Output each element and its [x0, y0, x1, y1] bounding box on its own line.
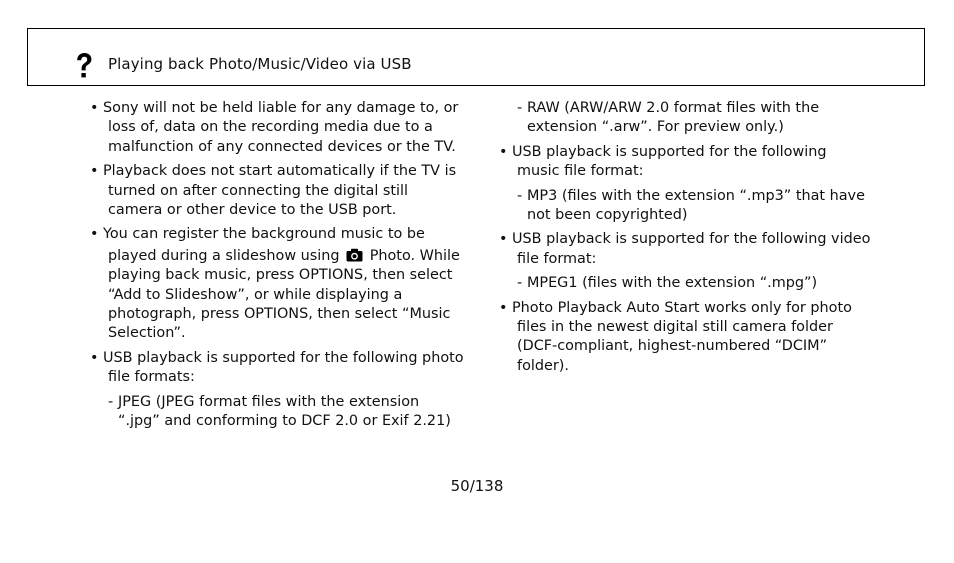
text-line: Selection”.	[108, 325, 186, 342]
bullet-marker: •	[90, 163, 99, 180]
text-line: playing back music, press OPTIONS, then select	[108, 267, 453, 284]
text-line: USB playback is supported for the following	[512, 143, 827, 160]
text-line: You can register the background music to be	[103, 226, 425, 243]
text-line: file format:	[517, 250, 597, 267]
text-line: extension “.arw”. For preview only.)	[527, 119, 784, 136]
help-question-icon	[74, 51, 94, 81]
text-line: JPEG (JPEG format files with the extension	[118, 393, 420, 410]
bullet-marker: •	[90, 349, 99, 366]
right-column	[499, 99, 879, 381]
list-item	[90, 225, 470, 343]
text-line: file formats:	[108, 369, 195, 386]
text-line: camera or other device to the USB port.	[108, 202, 397, 219]
text-line: MP3 (files with the extension “.mp3” that have	[527, 187, 865, 204]
list-item	[90, 99, 470, 157]
text-line: folder).	[517, 357, 569, 374]
text-fragment: Photo. While	[369, 247, 460, 264]
text-line: malfunction of any connected devices or the TV.	[108, 138, 456, 155]
page-title: Playing back Photo/Music/Video via USB	[108, 55, 412, 73]
left-column	[90, 99, 470, 437]
dash-marker: -	[517, 187, 523, 204]
bullet-marker: •	[90, 100, 99, 116]
text-fragment: played during a slideshow using	[108, 247, 340, 264]
dash-marker: -	[517, 100, 523, 116]
dash-marker: -	[108, 393, 114, 410]
list-item	[90, 162, 470, 220]
camera-icon	[346, 248, 363, 262]
text-line: photograph, press OPTIONS, then select “Music	[108, 306, 451, 323]
text-line: Photo Playback Auto Start works only for photo	[512, 299, 852, 316]
text-line: USB playback is supported for the following video	[512, 231, 871, 248]
text-line-with-icon	[108, 247, 470, 266]
text-line: not been copyrighted)	[527, 207, 688, 224]
text-line: (DCF-compliant, highest-numbered “DCIM”	[517, 338, 828, 355]
sub-list-item	[499, 274, 879, 293]
list-item	[499, 143, 879, 182]
text-line: Playback does not start automatically if the TV is	[103, 163, 457, 180]
bullet-marker: •	[90, 226, 99, 243]
list-item	[499, 299, 879, 377]
text-line: music file format:	[517, 163, 644, 180]
text-line: Sony will not be held liable for any damage to, or	[103, 100, 459, 116]
text-line: loss of, data on the recording media due to a	[108, 119, 433, 136]
sub-list-item	[90, 393, 470, 432]
text-line: USB playback is supported for the following photo	[103, 349, 464, 366]
bullet-marker: •	[499, 231, 508, 248]
text-line: “.jpg” and conforming to DCF 2.0 or Exif 2.21)	[118, 413, 451, 430]
text-line: RAW (ARW/ARW 2.0 format files with the	[527, 100, 820, 116]
list-item	[90, 349, 470, 388]
list-item	[499, 230, 879, 269]
page-header	[27, 28, 925, 86]
bullet-marker: •	[499, 143, 508, 160]
page-number: 50/138	[450, 477, 504, 495]
dash-marker: -	[517, 275, 523, 292]
text-line: turned on after connecting the digital still	[108, 182, 409, 199]
sub-list-item	[499, 187, 879, 226]
text-line: files in the newest digital still camera folder	[517, 319, 833, 336]
text-line: “Add to Slideshow”, or while displaying a	[108, 286, 403, 303]
sub-list-item	[499, 99, 879, 138]
text-line: MPEG1 (files with the extension “.mpg”)	[527, 275, 818, 292]
bullet-marker: •	[499, 299, 508, 316]
